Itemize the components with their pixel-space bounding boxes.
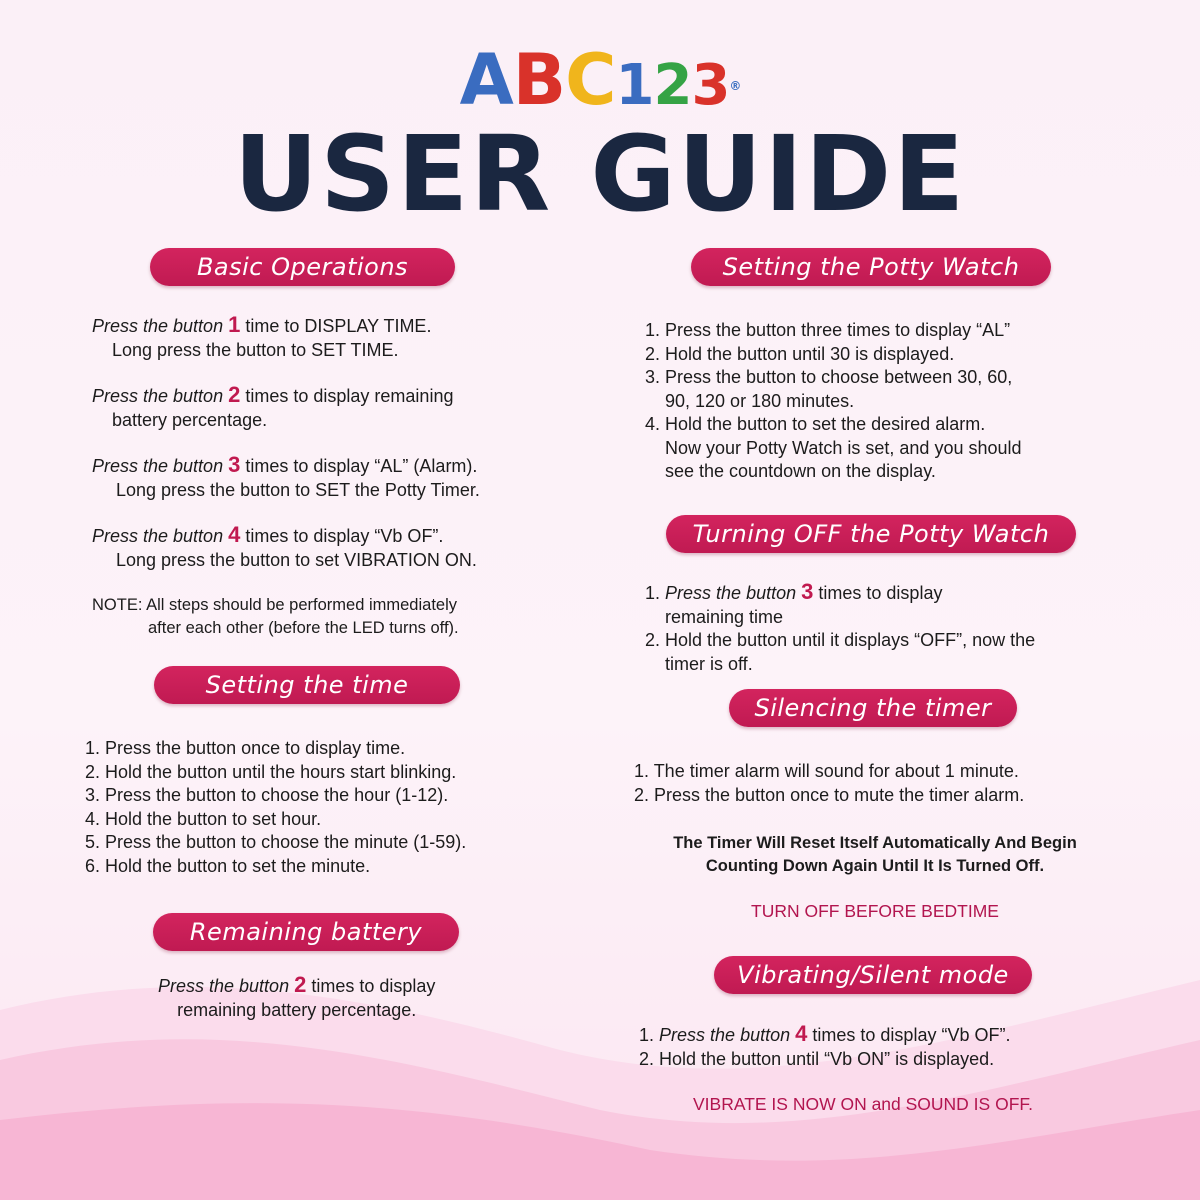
step-continuation: see the countdown on the display. (665, 461, 936, 481)
step: 4. Hold the button to set hour. (85, 808, 322, 829)
basic-op-item-4 (92, 523, 477, 572)
bedtime-warning: TURN OFF BEFORE BEDTIME (751, 901, 999, 921)
section-heading-turning-off: Turning OFF the Potty Watch (666, 515, 1076, 553)
reset-line-2: Counting Down Again Until It Is Turned Off. (705, 857, 1045, 875)
item-line2: remaining battery percentage. (177, 999, 417, 1020)
item-text: times to display “Vb OF”. (812, 1025, 1011, 1045)
press-count: 4 (795, 1021, 808, 1046)
section-heading-setting-time: Setting the time (154, 666, 460, 704)
item-text: time to DISPLAY TIME. (245, 316, 432, 336)
step: 2. Hold the button until it displays “OFF”, now the (645, 630, 1036, 650)
item-line2: Long press the button to SET the Potty Timer. (116, 479, 480, 500)
press-button-text: Press the button (665, 583, 797, 603)
vibrate-result: VIBRATE IS NOW ON and SOUND IS OFF. (692, 1094, 1033, 1114)
reset-line-1: The Timer Will Reset Itself Automatically And Begin (673, 834, 1077, 852)
press-count: 3 (801, 579, 814, 604)
step: 6. Hold the button to set the minute. (85, 855, 371, 876)
press-button-text: Press the button (158, 976, 290, 996)
logo-digit-2: 2 (653, 53, 692, 118)
step: 2. Hold the button until 30 is displayed. (645, 343, 955, 364)
step-number: 1. (639, 1025, 655, 1045)
section-heading-basic-operations: Basic Operations (150, 248, 455, 286)
section-heading-vibrating-mode: Vibrating/Silent mode (714, 956, 1032, 994)
item-line2: battery percentage. (112, 409, 268, 430)
section-heading-setting-potty-watch: Setting the Potty Watch (691, 248, 1051, 286)
step: 3. Press the button to choose between 30, 60, (645, 367, 1013, 387)
logo-digit-3: 3 (691, 53, 730, 118)
press-button-text: Press the button (92, 526, 224, 546)
logo-letter-b: B (512, 39, 566, 121)
press-count: 2 (228, 382, 241, 407)
basic-op-item-1 (92, 313, 431, 362)
brand-logo (0, 39, 1200, 124)
step-continuation: timer is off. (665, 653, 753, 674)
step: 1. Press the button once to display time. (85, 738, 406, 758)
remaining-battery-text (158, 973, 435, 1022)
item-text: times to display remaining (245, 386, 454, 406)
press-count: 1 (228, 312, 241, 337)
section-heading-remaining-battery: Remaining battery (153, 913, 459, 951)
press-button-text: Press the button (92, 456, 224, 476)
potty-watch-steps (645, 319, 1022, 484)
item-line2: Long press the button to SET TIME. (112, 339, 399, 360)
basic-op-item-2 (92, 383, 453, 432)
silencing-steps (634, 760, 1024, 807)
item-line2: Long press the button to set VIBRATION ON. (116, 549, 477, 570)
item-text: times to display “AL” (Alarm). (245, 456, 478, 476)
press-button-text: Press the button (659, 1025, 791, 1045)
registered-mark: ® (729, 79, 741, 93)
step: 1. The timer alarm will sound for about 1 minute. (634, 761, 1019, 781)
item-text: times to display “Vb OF”. (245, 526, 444, 546)
note-line-1: NOTE: All steps should be performed immediately (92, 596, 457, 614)
item-text: times to display (818, 583, 943, 603)
step: 2. Hold the button until “Vb ON” is displayed. (639, 1048, 995, 1069)
step-continuation: 90, 120 or 180 minutes. (665, 390, 855, 411)
step: 2. Hold the button until the hours start blinking. (85, 761, 457, 782)
item-text: times to display (311, 976, 436, 996)
press-button-text: Press the button (92, 316, 224, 336)
step: 2. Press the button once to mute the timer alarm. (634, 784, 1025, 805)
press-count: 2 (294, 972, 307, 997)
note-line-2: after each other (before the LED turns off). (148, 619, 459, 637)
step: 3. Press the button to choose the hour (1-12). (85, 785, 449, 805)
logo-letter-c: C (565, 39, 616, 121)
setting-time-steps (85, 737, 466, 878)
press-count: 3 (228, 452, 241, 477)
step-continuation: remaining time (665, 606, 784, 627)
logo-letter-a: A (459, 39, 513, 121)
turning-off-steps (645, 580, 1035, 676)
logo-digit-1: 1 (615, 53, 654, 118)
press-button-text: Press the button (92, 386, 224, 406)
basic-op-note (92, 594, 459, 640)
basic-op-item-3 (92, 453, 480, 502)
page-title: USER GUIDE (233, 113, 967, 235)
press-count: 4 (228, 522, 241, 547)
step-continuation: Now your Potty Watch is set, and you should (665, 437, 1022, 458)
timer-reset-note (640, 832, 1110, 878)
step: 4. Hold the button to set the desired alarm. (645, 414, 986, 434)
vibrating-steps (639, 1022, 1010, 1071)
step: 1. Press the button three times to display “AL” (645, 320, 1011, 340)
step-number: 1. (645, 583, 661, 603)
step: 5. Press the button to choose the minute (1-59). (85, 832, 467, 852)
section-heading-silencing-timer: Silencing the timer (729, 689, 1017, 727)
